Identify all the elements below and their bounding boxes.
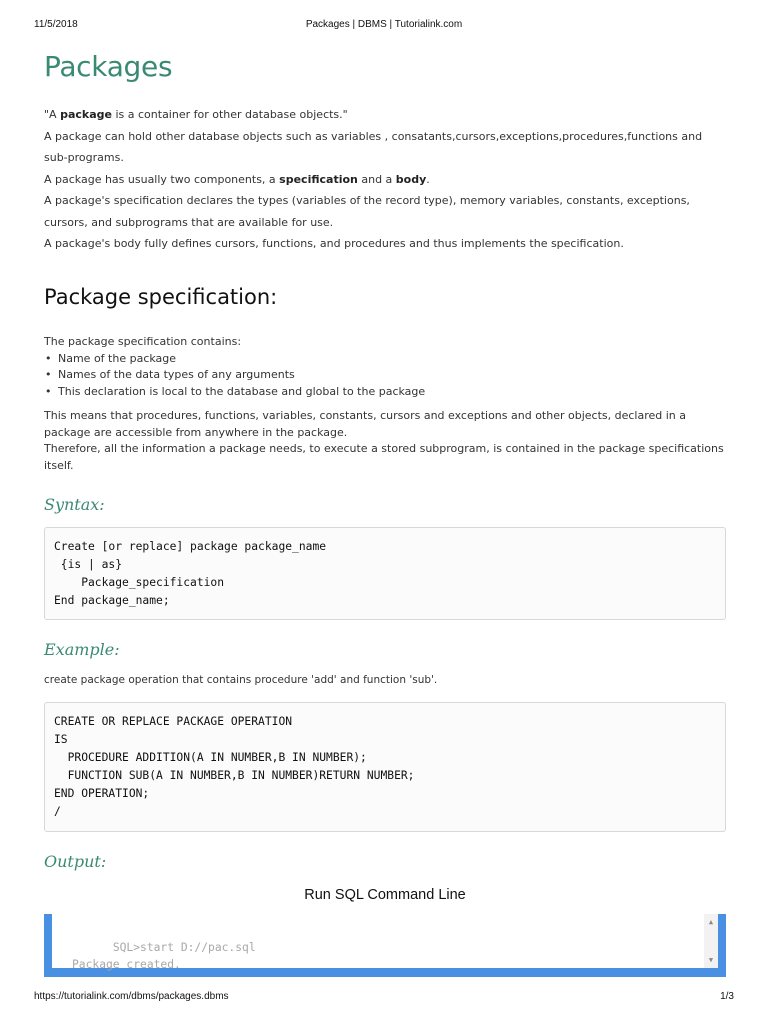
sql-console-window <box>44 914 726 977</box>
page-number: 1/3 <box>720 991 734 1002</box>
section-heading-output: Output: <box>44 852 107 871</box>
spec-section <box>44 334 726 474</box>
console-scrollbar[interactable] <box>704 914 718 968</box>
list-item: • Names of the data types of any arguments <box>44 367 726 384</box>
list-item: • Name of the package <box>44 351 726 368</box>
console-output[interactable] <box>52 914 718 971</box>
intro-line-3 <box>44 169 726 191</box>
intro-line-4: A package's specification declares the types (variables of the record type), memory variables, constants, exceptions, cursors, and subprograms that are available for use. <box>44 194 690 229</box>
intro-text: and a <box>357 172 396 186</box>
intro-bold-package: package <box>60 108 112 121</box>
console-text: SQL>start D://pac.sql Package created. <box>72 941 256 971</box>
intro-bold-specification: specification <box>279 172 358 186</box>
intro-section <box>44 104 726 255</box>
example-code-block[interactable]: CREATE OR REPLACE PACKAGE OPERATION IS PROCEDURE ADDITION(A IN NUMBER,B IN NUMBER); FUNCTION SUB(A IN NUMBER,B IN NUMBER)RETURN NUMBER; END OPERATION; / <box>44 702 726 832</box>
intro-text: . <box>426 172 430 186</box>
spec-paragraph-1: This means that procedures, functions, variables, constants, cursors and exceptions and other objects, declared in a package are accessible from anywhere in the package. <box>44 409 687 439</box>
print-footer <box>34 991 734 1005</box>
intro-line-5: A package's body fully defines cursors, functions, and procedures and thus implements the specification. <box>44 237 624 250</box>
print-page-title: Packages | DBMS | Tutorialink.com <box>305 19 463 30</box>
page-title: Packages <box>44 50 173 83</box>
intro-text: A package has usually two components, a <box>44 172 280 186</box>
spec-intro: The package specification contains: <box>44 335 242 348</box>
section-heading-syntax: Syntax: <box>44 495 105 514</box>
section-heading-spec: Package specification: <box>44 285 278 309</box>
intro-line-2: A package can hold other database objects such as variables , consatants,cursors,exceptions,procedures,functions and sub-programs. <box>44 129 703 164</box>
section-heading-example: Example: <box>44 640 120 659</box>
page-url: https://tutorialink.com/dbms/packages.dbms <box>34 991 229 1002</box>
spec-paragraph-2: Therefore, all the information a package needs, to execute a stored subprogram, is contained in the package specifications itself. <box>44 442 724 472</box>
intro-bold-body: body <box>395 172 427 186</box>
list-item: • This declaration is local to the database and global to the package <box>44 384 726 401</box>
print-date: 11/5/2018 <box>34 19 78 30</box>
intro-text: is a container for other database objects." <box>111 108 348 121</box>
console-window-title: Run SQL Command Line <box>304 887 466 903</box>
triangle-down-icon[interactable]: ▼ <box>708 956 714 964</box>
syntax-code-block[interactable]: Create [or replace] package package_name {is | as} Package_specification End package_name; <box>44 527 726 620</box>
triangle-up-icon[interactable]: ▲ <box>708 918 714 926</box>
spec-list <box>44 351 726 401</box>
print-header <box>34 19 734 33</box>
example-description: create package operation that contains procedure 'add' and function 'sub'. <box>44 674 438 686</box>
intro-text: "A <box>44 108 61 121</box>
intro-line-1 <box>44 104 726 126</box>
